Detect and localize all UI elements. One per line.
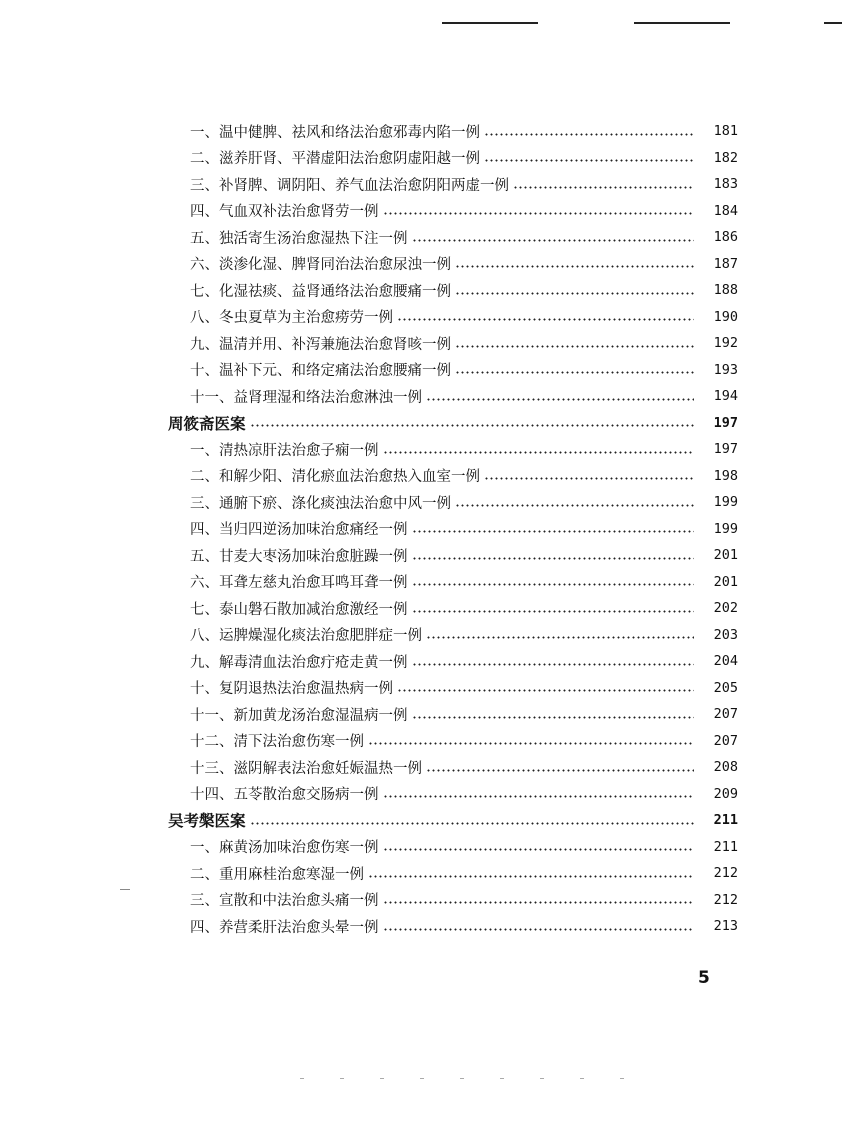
table-of-contents (168, 118, 738, 940)
dot-leader (484, 133, 694, 136)
toc-entry (168, 834, 738, 861)
toc-entry-page: 204 (713, 653, 738, 670)
toc-entry-title: 二、滋养肝肾、平潜虚阳法治愈阴虚阳越一例 (190, 151, 480, 168)
toc-entry-title: 五、甘麦大枣汤加味治愈脏躁一例 (190, 548, 408, 565)
toc-entry-title: 九、解毒清血法治愈疔疮走黄一例 (190, 654, 408, 671)
toc-entry-page: 199 (713, 520, 738, 537)
toc-entry-page: 207 (713, 732, 738, 749)
toc-entry-page: 182 (713, 149, 738, 166)
toc-entry-page: 201 (713, 573, 738, 590)
toc-entry-title: 五、独活寄生汤治愈湿热下注一例 (190, 230, 408, 247)
dot-leader (455, 371, 694, 374)
toc-entry (168, 887, 738, 914)
dot-leader (412, 583, 695, 586)
toc-entry-title: 四、气血双补法治愈肾劳一例 (190, 204, 379, 221)
toc-entry (168, 675, 738, 702)
toc-entry (168, 198, 738, 225)
toc-entry (168, 542, 738, 569)
toc-entry (168, 118, 738, 145)
page-number: 5 (698, 968, 710, 988)
toc-section-heading (168, 807, 738, 834)
toc-entry-page: 208 (713, 759, 738, 776)
toc-entry-title: 周筱斋医案 (168, 413, 246, 433)
scan-mark-bottom (300, 1078, 660, 1079)
toc-entry-title: 四、当归四逆汤加味治愈痛经一例 (190, 522, 408, 539)
dot-leader (412, 557, 695, 560)
toc-entry (168, 357, 738, 384)
toc-entry-page: 201 (713, 547, 738, 564)
toc-entry (168, 304, 738, 331)
toc-entry-title: 三、通腑下瘀、涤化痰浊法治愈中风一例 (190, 495, 451, 512)
toc-entry-title: 七、化湿祛痰、益肾通络法治愈腰痛一例 (190, 283, 451, 300)
toc-entry-title: 九、温清并用、补泻兼施法治愈肾咳一例 (190, 336, 451, 353)
toc-entry (168, 781, 738, 808)
toc-entry-page: 197 (713, 441, 738, 458)
toc-entry-title: 十三、滋阴解表法治愈妊娠温热一例 (190, 760, 422, 777)
toc-entry (168, 860, 738, 887)
dot-leader (368, 875, 694, 878)
toc-entry-title: 一、温中健脾、祛风和络法治愈邪毒内陷一例 (190, 124, 480, 141)
toc-entry-page: 212 (713, 891, 738, 908)
toc-entry-title: 十一、益肾理湿和络法治愈淋浊一例 (190, 389, 422, 406)
dot-leader (412, 530, 695, 533)
dot-leader (412, 716, 695, 719)
toc-entry-title: 十、复阴退热法治愈温热病一例 (190, 681, 393, 698)
toc-entry-title: 四、养营柔肝法治愈头晕一例 (190, 919, 379, 936)
dot-leader (426, 769, 694, 772)
toc-entry (168, 754, 738, 781)
dot-leader (484, 159, 694, 162)
toc-entry-page: 209 (713, 785, 738, 802)
toc-entry-page: 187 (713, 255, 738, 272)
toc-entry-page: 194 (713, 388, 738, 405)
scan-mark (120, 889, 130, 890)
toc-entry (168, 913, 738, 940)
toc-entry-page: 184 (713, 202, 738, 219)
toc-entry-title: 三、补肾脾、调阴阳、养气血法治愈阴阳两虚一例 (190, 177, 509, 194)
toc-entry (168, 595, 738, 622)
toc-entry (168, 701, 738, 728)
toc-entry-title: 十四、五苓散治愈交肠病一例 (190, 787, 379, 804)
dot-leader (250, 424, 694, 427)
dot-leader (455, 265, 694, 268)
dot-leader (412, 663, 695, 666)
toc-entry-page: 213 (713, 918, 738, 935)
toc-entry-title: 八、冬虫夏草为主治愈痨劳一例 (190, 310, 393, 327)
toc-entry (168, 330, 738, 357)
toc-entry (168, 224, 738, 251)
toc-entry-page: 197 (713, 414, 738, 431)
dot-leader (397, 318, 694, 321)
dot-leader (455, 292, 694, 295)
toc-entry (168, 489, 738, 516)
toc-entry-page: 188 (713, 282, 738, 299)
toc-entry (168, 171, 738, 198)
toc-entry (168, 145, 738, 172)
toc-entry-title: 二、重用麻桂治愈寒湿一例 (190, 866, 364, 883)
dot-leader (383, 795, 695, 798)
dot-leader (484, 477, 694, 480)
dot-leader (368, 742, 694, 745)
toc-entry-page: 211 (713, 838, 738, 855)
dot-leader (250, 822, 694, 825)
toc-entry-title: 一、麻黄汤加味治愈伤寒一例 (190, 840, 379, 857)
toc-entry-page: 190 (713, 308, 738, 325)
toc-entry (168, 436, 738, 463)
toc-entry-page: 202 (713, 600, 738, 617)
toc-entry (168, 277, 738, 304)
toc-entry-page: 192 (713, 335, 738, 352)
toc-entry-title: 八、运脾燥湿化痰法治愈肥胖症一例 (190, 628, 422, 645)
toc-entry (168, 622, 738, 649)
toc-entry-page: 203 (713, 626, 738, 643)
toc-entry (168, 728, 738, 755)
toc-entry (168, 383, 738, 410)
dot-leader (426, 636, 694, 639)
dot-leader (383, 848, 695, 851)
toc-entry-title: 一、清热凉肝法治愈子痫一例 (190, 442, 379, 459)
toc-entry-page: 198 (713, 467, 738, 484)
dot-leader (455, 345, 694, 348)
toc-entry-title: 六、耳聋左慈丸治愈耳鸣耳聋一例 (190, 575, 408, 592)
dot-leader (383, 901, 695, 904)
toc-entry (168, 569, 738, 596)
top-rule-edge (824, 22, 842, 24)
toc-entry-page: 207 (713, 706, 738, 723)
dot-leader (412, 239, 695, 242)
toc-entry-title: 七、泰山磐石散加减治愈激经一例 (190, 601, 408, 618)
toc-entry-title: 三、宣散和中法治愈头痛一例 (190, 893, 379, 910)
toc-entry (168, 648, 738, 675)
toc-entry-page: 181 (713, 123, 738, 140)
dot-leader (426, 398, 694, 401)
top-rule-left (442, 22, 538, 24)
toc-entry-title: 十一、新加黄龙汤治愈湿温病一例 (190, 707, 408, 724)
dot-leader (412, 610, 695, 613)
dot-leader (383, 212, 695, 215)
toc-section-heading (168, 410, 738, 437)
toc-entry-page: 205 (713, 679, 738, 696)
dot-leader (397, 689, 694, 692)
toc-entry-title: 二、和解少阳、清化瘀血法治愈热入血室一例 (190, 469, 480, 486)
toc-entry-page: 211 (713, 812, 738, 829)
toc-entry (168, 516, 738, 543)
toc-entry-title: 吴考槃医案 (168, 811, 246, 831)
toc-entry-title: 十二、清下法治愈伤寒一例 (190, 734, 364, 751)
toc-entry-page: 186 (713, 229, 738, 246)
toc-entry (168, 251, 738, 278)
dot-leader (383, 928, 695, 931)
toc-entry (168, 463, 738, 490)
toc-entry-title: 六、淡渗化湿、脾肾同治法治愈尿浊一例 (190, 257, 451, 274)
toc-entry-page: 183 (713, 176, 738, 193)
dot-leader (513, 186, 694, 189)
toc-entry-page: 212 (713, 865, 738, 882)
dot-leader (455, 504, 694, 507)
dot-leader (383, 451, 695, 454)
toc-entry-page: 193 (713, 361, 738, 378)
top-rule-right (634, 22, 730, 24)
toc-entry-title: 十、温补下元、和络定痛法治愈腰痛一例 (190, 363, 451, 380)
toc-entry-page: 199 (713, 494, 738, 511)
